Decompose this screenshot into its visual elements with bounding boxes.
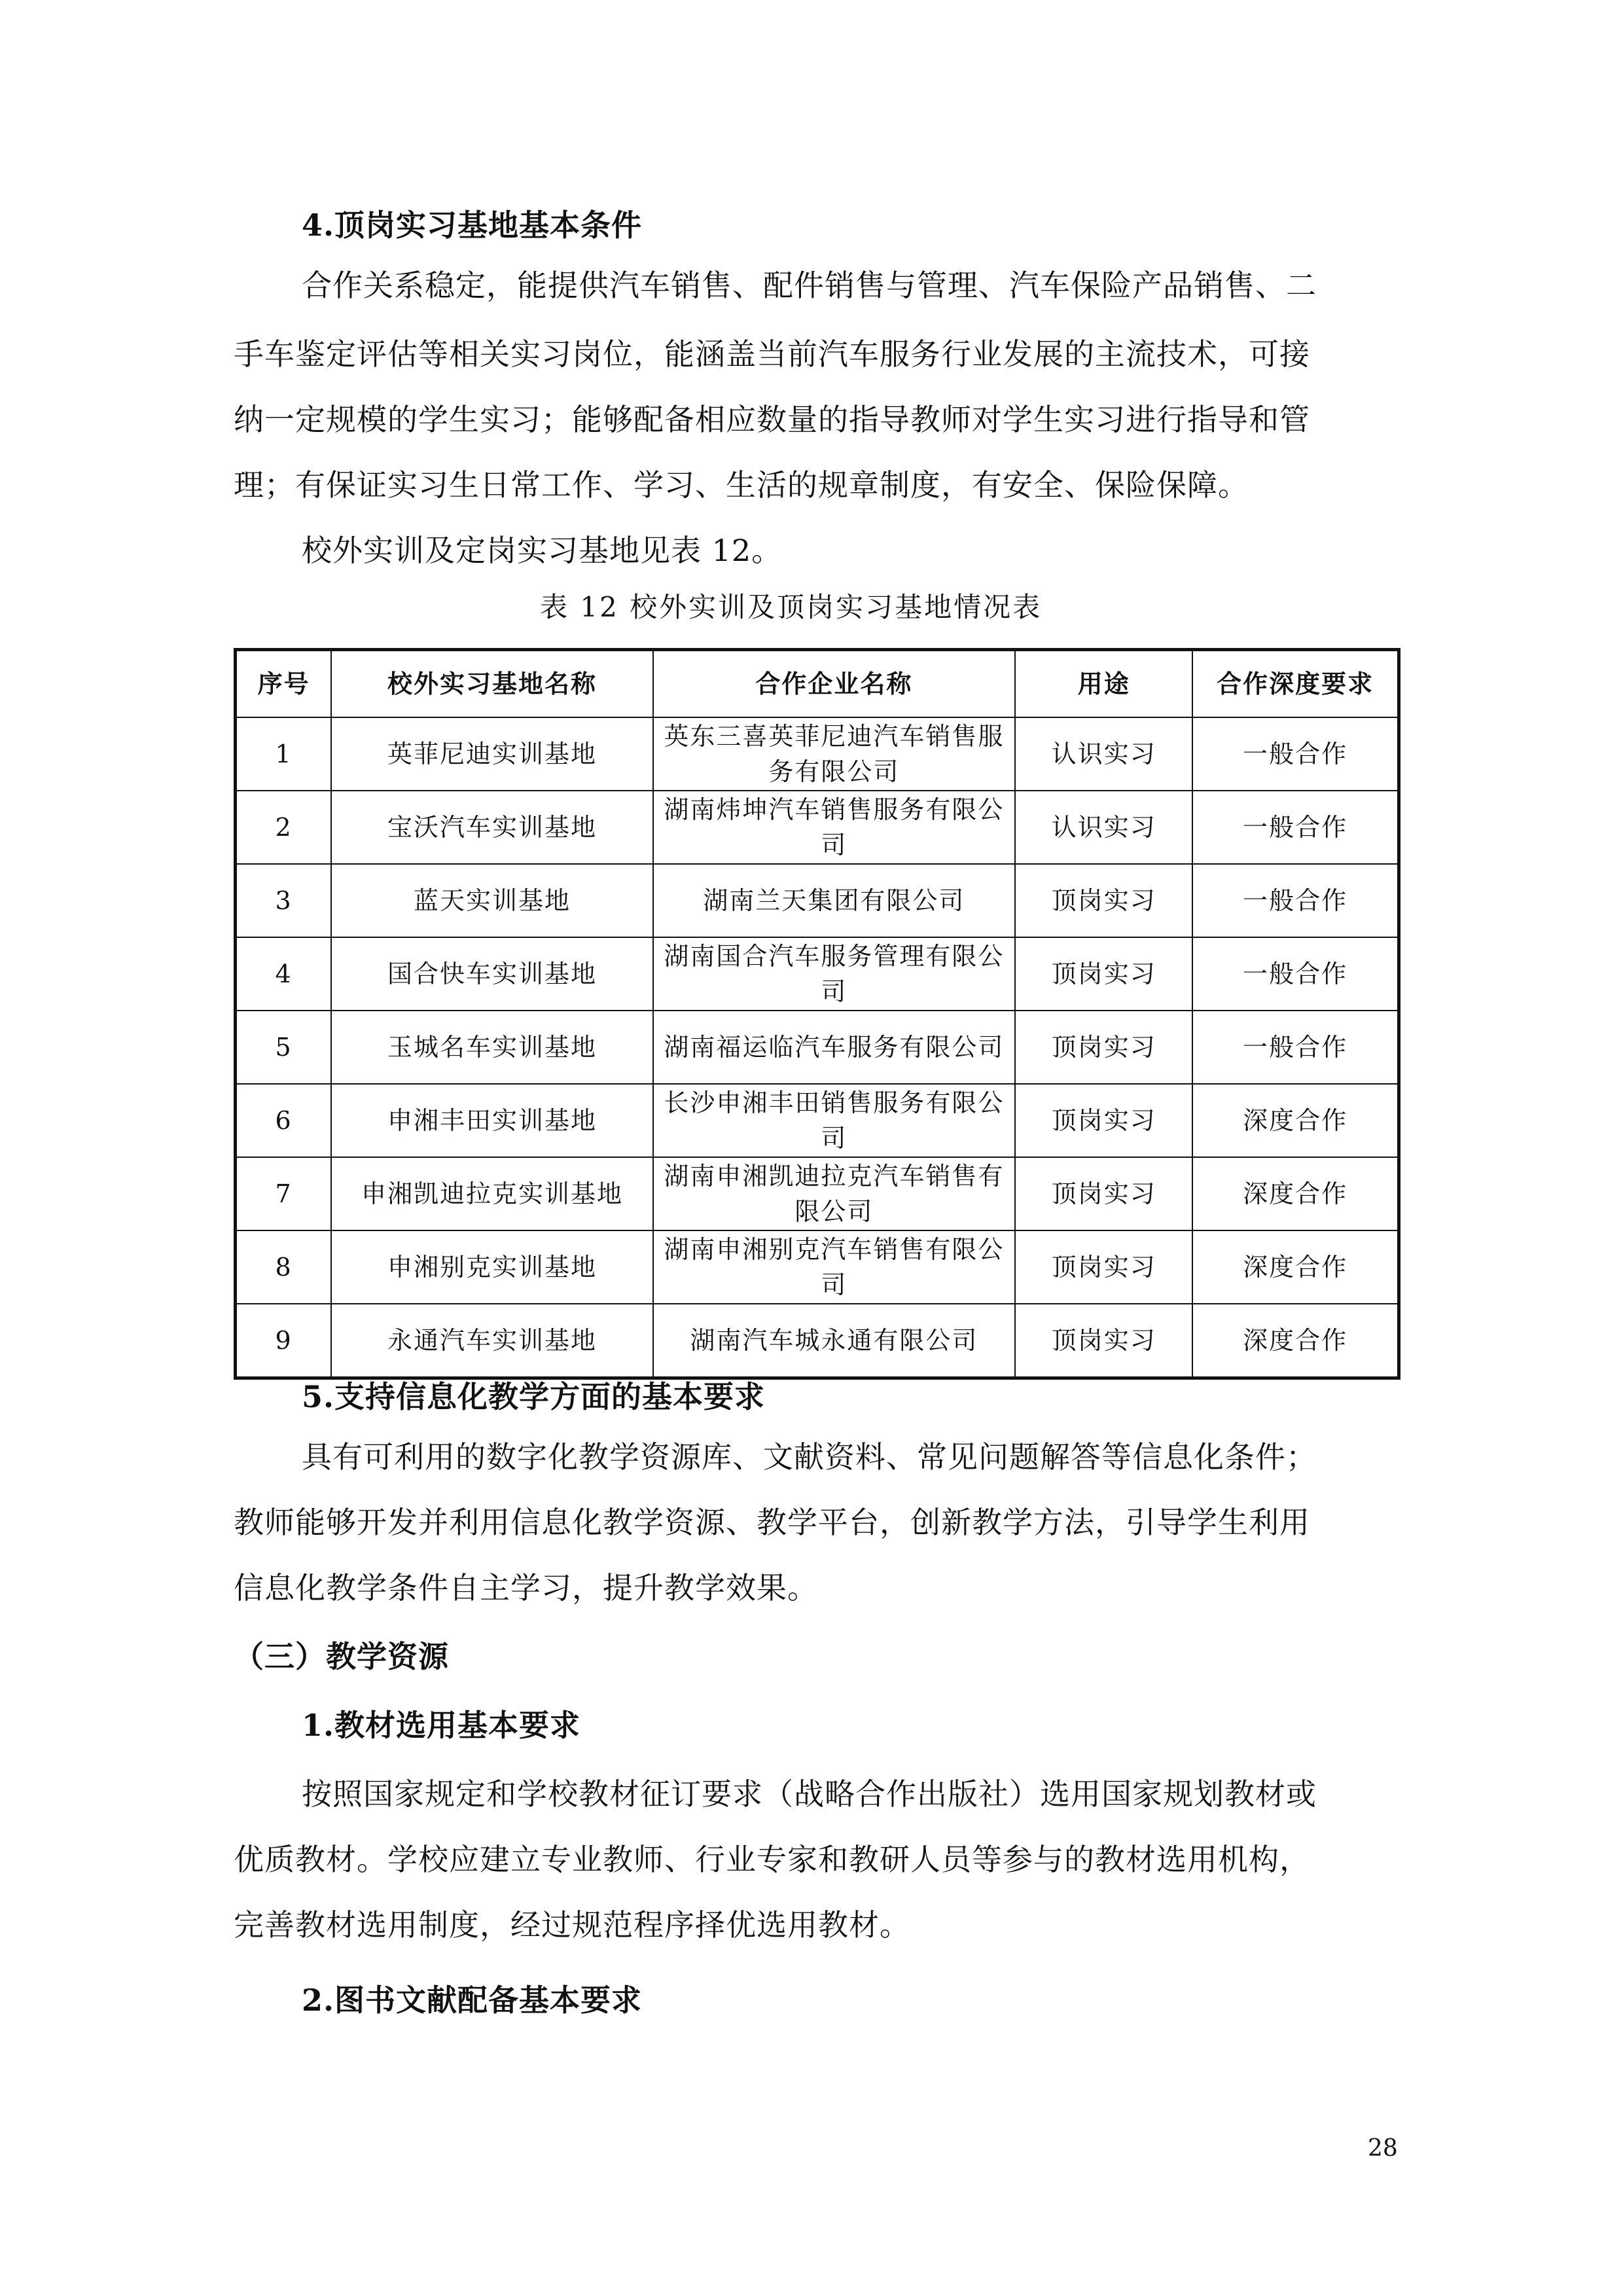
- company-name: 英东三喜英菲尼迪汽车销售服务有限公司: [653, 717, 1015, 791]
- base-name: 英菲尼迪实训基地: [331, 717, 653, 791]
- paragraph-line: 完善教材选用制度，经过规范程序择优选用教材。: [234, 1907, 910, 1943]
- purpose: 认识实习: [1015, 791, 1192, 864]
- paragraph-line: 优质教材。学校应建立专业教师、行业专家和教研人员等参与的教材选用机构，: [234, 1842, 1310, 1877]
- company-name: 湖南兰天集团有限公司: [653, 864, 1015, 937]
- base-name: 宝沃汽车实训基地: [331, 791, 653, 864]
- company-name: 湖南汽车城永通有限公司: [653, 1304, 1015, 1378]
- paragraph-line: 手车鉴定评估等相关实习岗位，能涵盖当前汽车服务行业发展的主流技术，可接: [234, 336, 1310, 372]
- paragraph-line: 合作关系稳定，能提供汽车销售、配件销售与管理、汽车保险产品销售、二: [302, 268, 1317, 303]
- column-header: 合作企业名称: [653, 650, 1015, 718]
- paragraph-line: 教师能够开发并利用信息化教学资源、教学平台，创新教学方法，引导学生利用: [234, 1505, 1310, 1540]
- table-caption: 表 12 校外实训及顶岗实习基地情况表: [540, 591, 1043, 623]
- company-name: 湖南炜坤汽车销售服务有限公司: [653, 791, 1015, 864]
- section-heading-informatization: 5.支持信息化教学方面的基本要求: [302, 1379, 766, 1414]
- row-number: 3: [236, 864, 332, 937]
- row-number: 6: [236, 1084, 332, 1157]
- section-heading-library: 2.图书文献配备基本要求: [302, 1982, 643, 2018]
- cooperation-level: 一般合作: [1192, 864, 1399, 937]
- company-name: 湖南福运临汽车服务有限公司: [653, 1011, 1015, 1084]
- purpose: 顶岗实习: [1015, 1157, 1192, 1230]
- table-header-row: [236, 650, 1399, 718]
- table-row: [236, 717, 1399, 791]
- row-number: 9: [236, 1304, 332, 1378]
- company-name: 长沙申湘丰田销售服务有限公司: [653, 1084, 1015, 1157]
- page-number: 28: [1368, 2135, 1398, 2162]
- row-number: 8: [236, 1230, 332, 1304]
- paragraph-line: 信息化教学条件自主学习，提升教学效果。: [234, 1570, 818, 1605]
- row-number: 2: [236, 791, 332, 864]
- table-row: [236, 1157, 1399, 1230]
- section-heading-textbooks: 1.教材选用基本要求: [302, 1708, 581, 1743]
- cooperation-level: 一般合作: [1192, 717, 1399, 791]
- cooperation-level: 深度合作: [1192, 1157, 1399, 1230]
- paragraph-line: 理；有保证实习生日常工作、学习、生活的规章制度，有安全、保险保障。: [234, 467, 1249, 503]
- section-heading-teaching-resources: （三）教学资源: [234, 1639, 449, 1674]
- purpose: 认识实习: [1015, 717, 1192, 791]
- column-header: 校外实习基地名称: [331, 650, 653, 718]
- cooperation-level: 深度合作: [1192, 1304, 1399, 1378]
- table-row: [236, 864, 1399, 937]
- row-number: 7: [236, 1157, 332, 1230]
- table-row: [236, 791, 1399, 864]
- column-header: 序号: [236, 650, 332, 718]
- company-name: 湖南国合汽车服务管理有限公司: [653, 937, 1015, 1011]
- base-name: 蓝天实训基地: [331, 864, 653, 937]
- purpose: 顶岗实习: [1015, 864, 1192, 937]
- paragraph-line: 纳一定规模的学生实习；能够配备相应数量的指导教师对学生实习进行指导和管: [234, 402, 1310, 437]
- table-row: [236, 937, 1399, 1011]
- company-name: 湖南申湘别克汽车销售有限公司: [653, 1230, 1015, 1304]
- paragraph-line: 具有可利用的数字化教学资源库、文献资料、常见问题解答等信息化条件；: [302, 1439, 1317, 1475]
- purpose: 顶岗实习: [1015, 1304, 1192, 1378]
- column-header: 用途: [1015, 650, 1192, 718]
- table-row: [236, 1084, 1399, 1157]
- base-name: 申湘凯迪拉克实训基地: [331, 1157, 653, 1230]
- company-name: 湖南申湘凯迪拉克汽车销售有限公司: [653, 1157, 1015, 1230]
- paragraph-line: 校外实训及定岗实习基地见表 12。: [302, 533, 783, 568]
- cooperation-level: 一般合作: [1192, 1011, 1399, 1084]
- base-name: 国合快车实训基地: [331, 937, 653, 1011]
- table-row: [236, 1011, 1399, 1084]
- base-name: 玉城名车实训基地: [331, 1011, 653, 1084]
- base-name: 申湘丰田实训基地: [331, 1084, 653, 1157]
- table-row: [236, 1304, 1399, 1378]
- row-number: 5: [236, 1011, 332, 1084]
- row-number: 1: [236, 717, 332, 791]
- row-number: 4: [236, 937, 332, 1011]
- paragraph-line: 按照国家规定和学校教材征订要求（战略合作出版社）选用国家规划教材或: [302, 1776, 1317, 1812]
- cooperation-level: 深度合作: [1192, 1084, 1399, 1157]
- internship-base-table: [234, 648, 1400, 1380]
- purpose: 顶岗实习: [1015, 937, 1192, 1011]
- column-header: 合作深度要求: [1192, 650, 1399, 718]
- purpose: 顶岗实习: [1015, 1230, 1192, 1304]
- base-name: 永通汽车实训基地: [331, 1304, 653, 1378]
- cooperation-level: 一般合作: [1192, 937, 1399, 1011]
- section-heading-internship-conditions: 4.顶岗实习基地基本条件: [302, 207, 643, 243]
- purpose: 顶岗实习: [1015, 1084, 1192, 1157]
- cooperation-level: 深度合作: [1192, 1230, 1399, 1304]
- purpose: 顶岗实习: [1015, 1011, 1192, 1084]
- base-name: 申湘别克实训基地: [331, 1230, 653, 1304]
- table-row: [236, 1230, 1399, 1304]
- cooperation-level: 一般合作: [1192, 791, 1399, 864]
